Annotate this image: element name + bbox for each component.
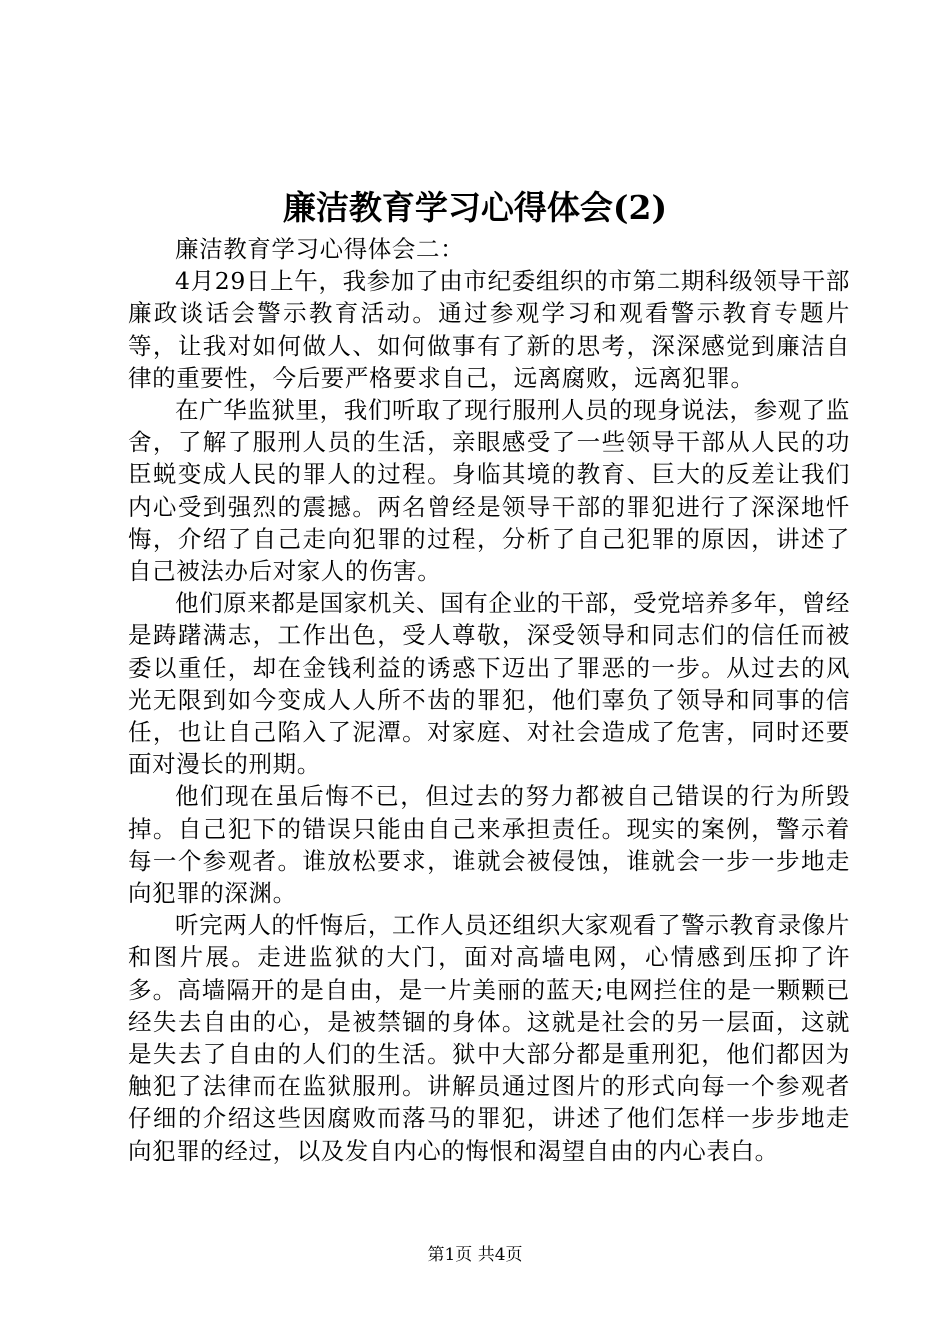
paragraph-3: 他们原来都是国家机关、国有企业的干部，受党培养多年，曾经是踌躇满志，工作出色，受人尊敬，深受领导和同志们的信任而被委以重任，却在金钱利益的诱惑下迈出了罪恶的一步。从过去的风光无限到如今变成人人所不齿的罪犯，他们辜负了领导和同事的信任，也让自己陷入了泥潭。对家庭、对社会造成了危害，同时还要面对漫长的刑期。 — [128, 589, 850, 779]
document-title: 廉洁教育学习心得体会(2) — [282, 188, 668, 227]
paragraph-4: 他们现在虽后悔不已，但过去的努力都被自己错误的行为所毁掉。自己犯下的错误只能由自己来承担责任。现实的案例，警示着每一个参观者。谁放松要求，谁就会被侵蚀，谁就会一步一步地走向犯罪的深渊。 — [128, 782, 850, 908]
paragraph-1: 4月29日上午，我参加了由市纪委组织的市第二期科级领导干部廉政谈话会警示教育活动。通过参观学习和观看警示教育专题片等，让我对如何做人、如何做事有了新的思考，深深感觉到廉洁自律的重要性，今后要严格要求自己，远离腐败，远离犯罪。 — [128, 267, 850, 392]
paragraph-5: 听完两人的忏悔后，工作人员还组织大家观看了警示教育录像片和图片展。走进监狱的大门，面对高墙电网，心情感到压抑了许多。高墙隔开的是自由，是一片美丽的蓝天;电网拦住的是一颗颗已经失去自由的心，是被禁锢的身体。这就是社会的另一层面，这就是失去了自由的人们的生活。狱中大部分都是重刑犯，他们都因为触犯了法律而在监狱服刑。讲解员通过图片的形式向每一个参观者仔细的介绍这些因腐败而落马的罪犯，讲述了他们怎样一步步地走向犯罪的经过，以及发自内心的悔恨和渴望自由的内心表白。 — [128, 911, 850, 1165]
paragraph-subtitle: 廉洁教育学习心得体会二： — [175, 235, 465, 263]
document-body — [128, 233, 850, 1167]
page-number-footer: 第1页 共4页 — [427, 1245, 523, 1265]
paragraph-2: 在广华监狱里，我们听取了现行服刑人员的现身说法，参观了监舍，了解了服刑人员的生活，亲眼感受了一些领导干部从人民的功臣蜕变成人民的罪人的过程。身临其境的教育、巨大的反差让我们内心受到强烈的震撼。两名曾经是领导干部的罪犯进行了深深地忏悔，介绍了自己走向犯罪的过程，分析了自己犯罪的原因，讲述了自己被法办后对家人的伤害。 — [128, 396, 850, 586]
